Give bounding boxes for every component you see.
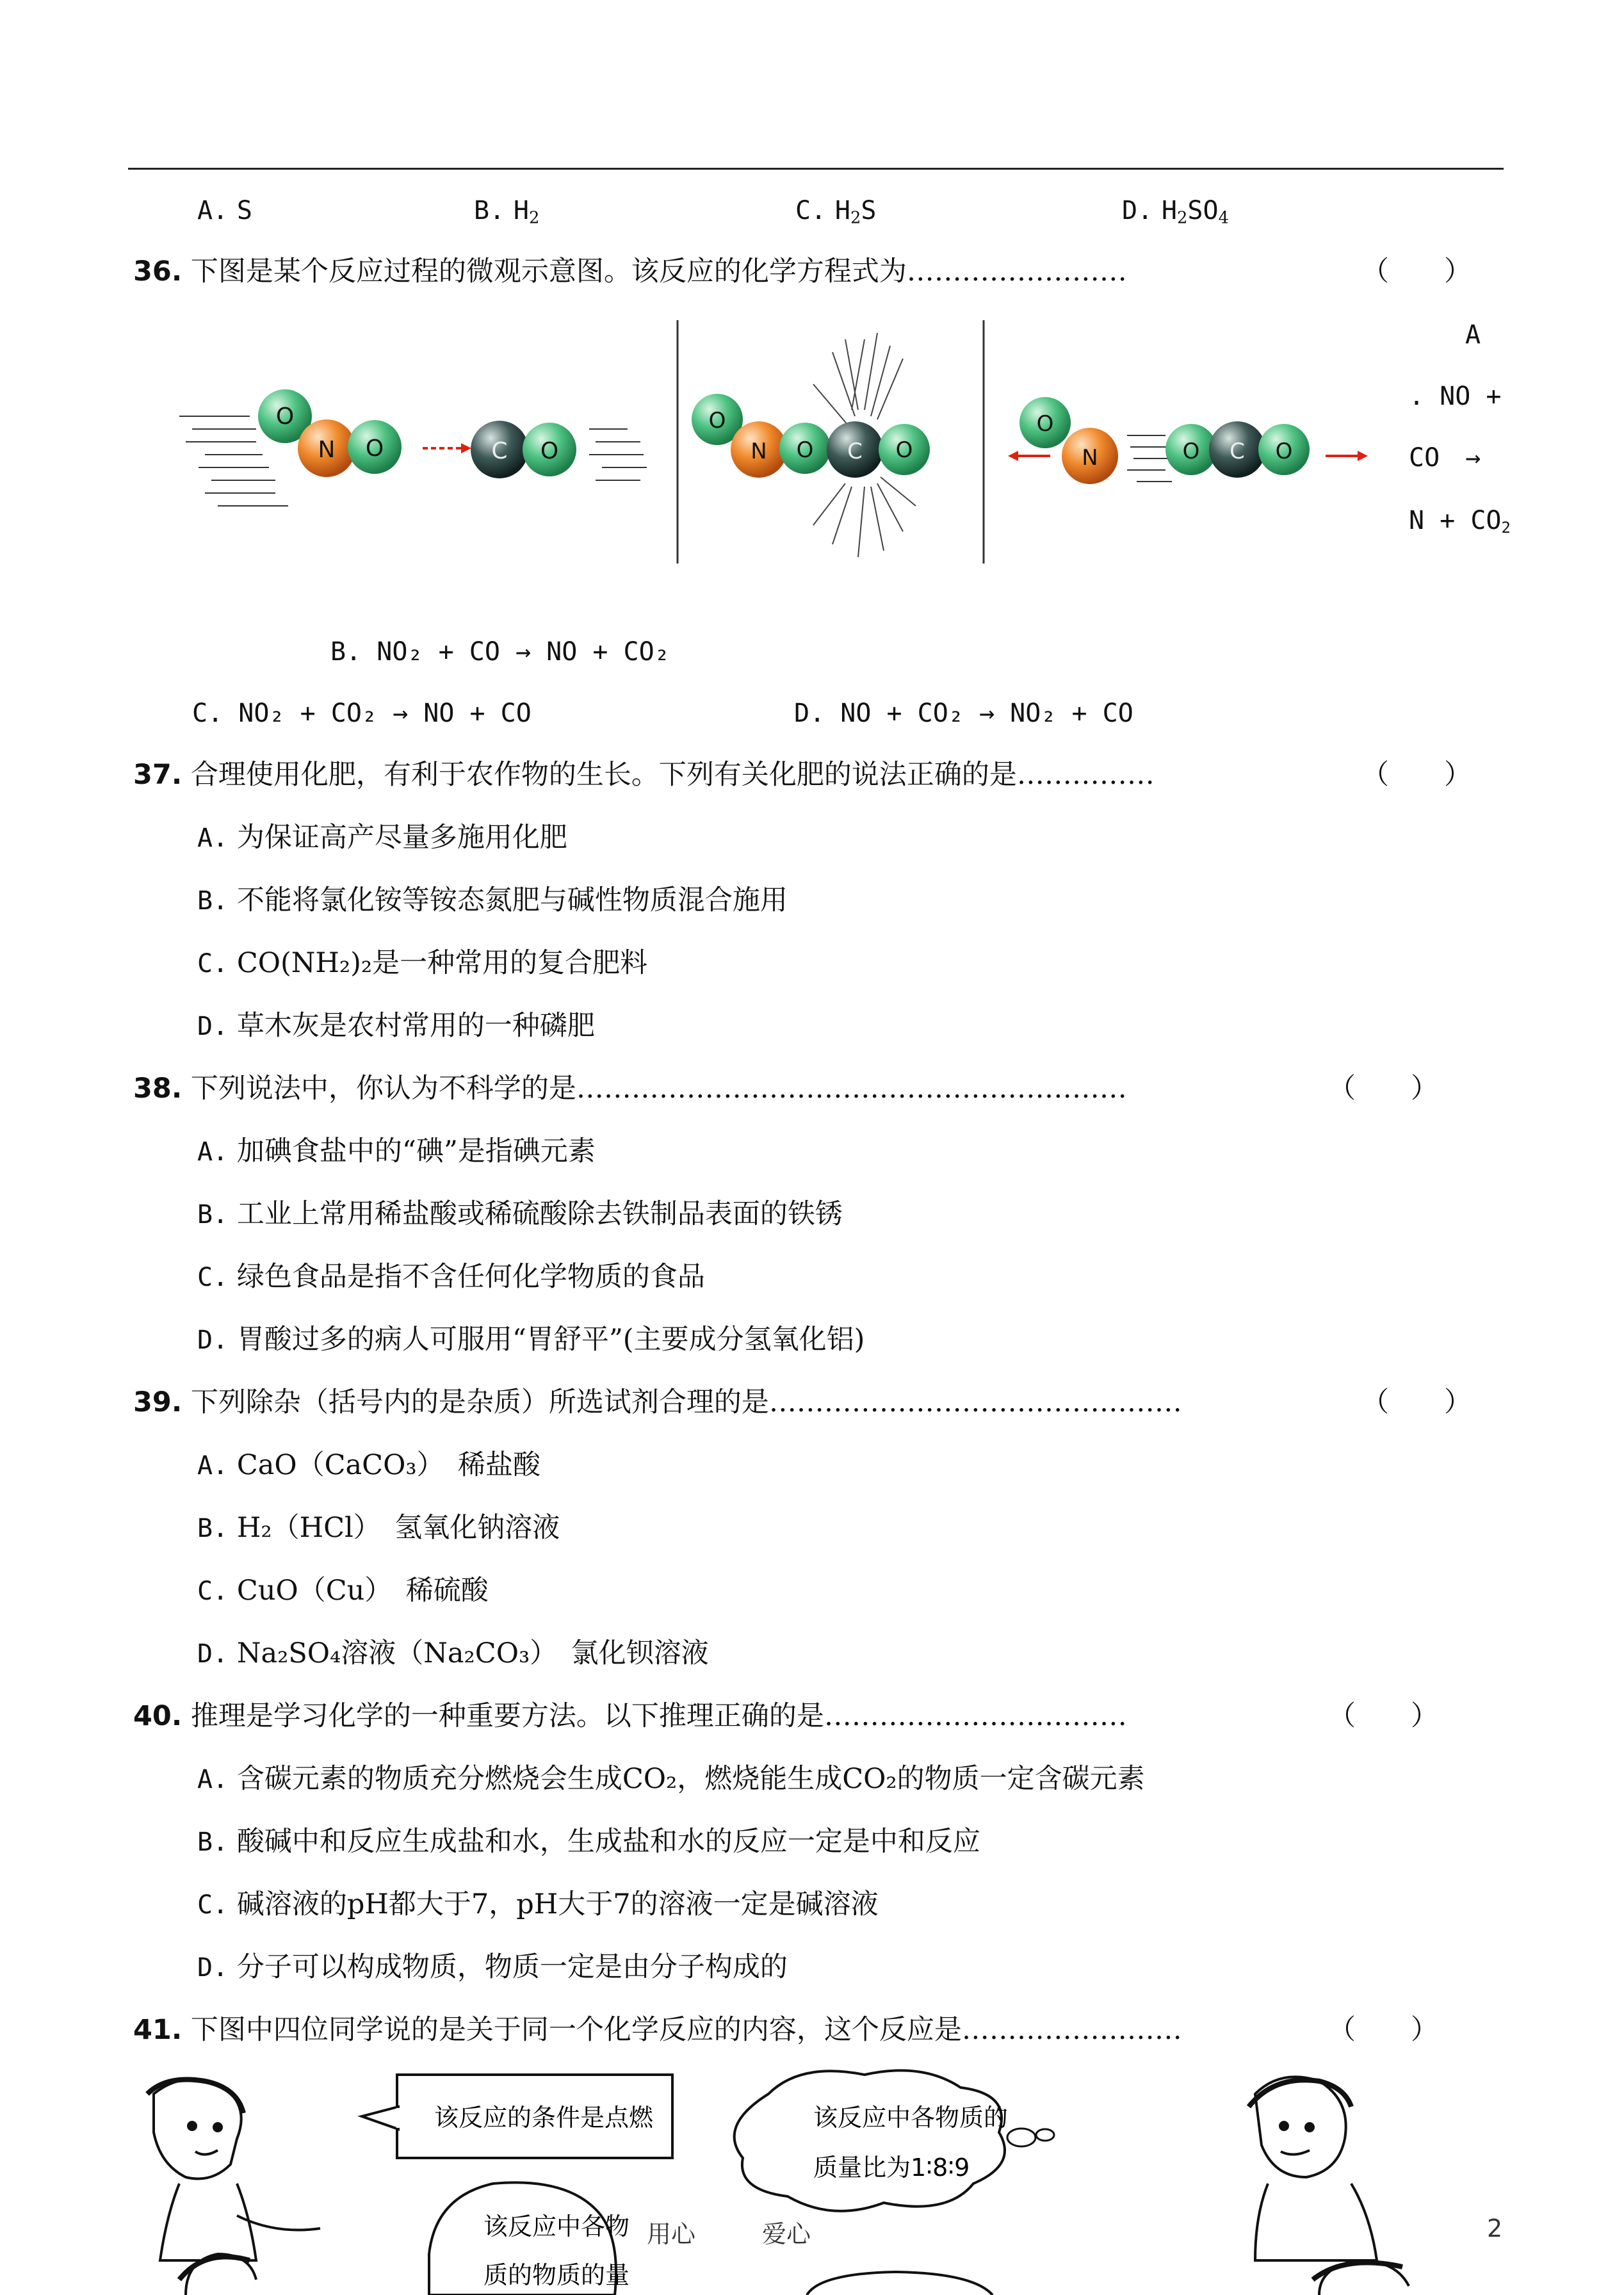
atom-label: O [708, 408, 726, 434]
no2-molecule [258, 389, 402, 477]
q37-option-c: C. CO(NH₂)₂是一种常用的复合肥料 [197, 947, 648, 979]
q40-option-d: D. 分子可以构成物质，物质一定是由分子构成的 [197, 1951, 788, 1983]
footer-left-2: 爱心 [762, 2220, 811, 2248]
q41-stem: 41. 下图中四位同学说的是关于同一个化学反应的内容，这个反应是…………………… [133, 2014, 1182, 2046]
bubble2-line2: 质量比为1∶8∶9 [813, 2153, 970, 2182]
q38-option-c: C. 绿色食品是指不含任何化学物质的食品 [197, 1261, 705, 1293]
speech-bubble-3 [429, 2182, 629, 2295]
page-number: 2 [1487, 2214, 1503, 2242]
q35-option-a: A. S [197, 196, 252, 225]
student-icon-bottom-right [1313, 2260, 1409, 2295]
co2-molecule [1165, 421, 1310, 478]
bubble1-text: 该反应的条件是点燃 [434, 2104, 654, 2132]
atom-label: C [1230, 439, 1245, 464]
q36-option-a-line3: CO → [1409, 443, 1481, 473]
q36-option-a-line1: A [1465, 320, 1481, 350]
q38-option-a: A. 加碘食盐中的“碘”是指碘元素 [197, 1135, 596, 1167]
atom-label: N [318, 437, 336, 463]
speech-bubble-2 [735, 2070, 1054, 2211]
q37-option-b: B. 不能将氯化铵等铵态氮肥与碱性物质混合施用 [197, 884, 788, 916]
atom-label: O [540, 438, 559, 464]
q36-option-a-line2: . NO + [1409, 382, 1502, 411]
q36-stem: 36. 下图是某个反应过程的微观示意图。该反应的化学方程式为…………………… [133, 255, 1127, 288]
bubble2-line1: 该反应中各物质的 [813, 2104, 1009, 2132]
q39-option-b: B. H₂（HCl） 氢氧化钠溶液 [197, 1512, 560, 1544]
q38-option-d: D. 胃酸过多的病人可服用“胃舒平”(主要成分氢氧化铝) [197, 1324, 865, 1356]
bubble3-line1: 该反应中各物 [483, 2212, 630, 2241]
atom-label: O [1275, 439, 1293, 464]
q36-option-d: D. NO + CO₂ → NO₂ + CO [794, 699, 1133, 728]
q40-option-a: A. 含碳元素的物质充分燃烧会生成CO₂，燃烧能生成CO₂的物质一定含碳元素 [197, 1763, 1145, 1795]
transition-state [692, 394, 930, 478]
q40-answer-paren: （ ） [1328, 1700, 1438, 1732]
q36-option-b: B. NO₂ + CO → NO + CO₂ [330, 637, 670, 667]
bubble3-line2: 质的物质的量 [483, 2261, 630, 2289]
atom-label: N [1082, 445, 1098, 471]
atom-label: O [275, 403, 295, 430]
atom-label: O [365, 435, 384, 462]
speech-bubble-4 [807, 2272, 993, 2295]
q37-option-d: D. 草木灰是农村常用的一种磷肥 [197, 1010, 595, 1042]
co-molecule [471, 421, 576, 478]
atom-label: O [796, 437, 814, 463]
q39-answer-paren: （ ） [1361, 1386, 1472, 1418]
q35-option-c: C. $H_2S$ [795, 196, 877, 228]
header-rule [128, 168, 1504, 170]
q38-stem: 38. 下列说法中，你认为不科学的是…………………………………………………… [133, 1073, 1127, 1105]
no-molecule [1019, 397, 1118, 484]
atom-label: C [847, 439, 863, 464]
q40-option-c: C. 碱溶液的pH都大于7，pH大于7的溶液一定是碱溶液 [197, 1888, 879, 1920]
q37-option-a: A. 为保证高产尽量多施用化肥 [197, 822, 567, 854]
q40-stem: 40. 推理是学习化学的一种重要方法。以下推理正确的是…………………………… [133, 1700, 1127, 1732]
atom-label: C [491, 438, 508, 464]
q38-option-b: B. 工业上常用稀盐酸或稀硫酸除去铁制品表面的铁锈 [197, 1198, 843, 1230]
speech-bubble-1 [362, 2075, 672, 2158]
atom-label: O [1036, 411, 1054, 437]
q39-option-a: A. CaO（CaCO₃） 稀盐酸 [197, 1449, 541, 1481]
q39-option-d: D. Na₂SO₄溶液（Na₂CO₃） 氯化钡溶液 [197, 1637, 709, 1669]
boy-student-icon [1249, 2077, 1377, 2260]
q37-stem: 37. 合理使用化肥，有利于农作物的生长。下列有关化肥的说法正确的是…………… [133, 759, 1155, 791]
q39-option-c: C. CuO（Cu） 稀硫酸 [197, 1575, 489, 1607]
atom-label: O [895, 437, 913, 463]
q41-answer-paren: （ ） [1328, 2014, 1438, 2046]
atom-label: N [751, 439, 767, 464]
students-dialogue-illustration [128, 2068, 1537, 2295]
q36-answer-paren: （ ） [1361, 255, 1472, 288]
q36-option-a-line4: $N + CO_2$ [1409, 506, 1511, 537]
atom-label: O [1182, 439, 1200, 464]
footer-left-1: 用心 [647, 2220, 696, 2248]
q38-answer-paren: （ ） [1328, 1073, 1438, 1105]
q35-option-d: D. $H_2SO_4$ [1122, 196, 1229, 228]
q35-option-b: B. $H_2$ [474, 196, 540, 228]
girl-student-icon [147, 2079, 320, 2260]
q40-option-b: B. 酸碱中和反应生成盐和水，生成盐和水的反应一定是中和反应 [197, 1826, 980, 1858]
q37-answer-paren: （ ） [1361, 759, 1472, 791]
q36-option-c: C. NO₂ + CO₂ → NO + CO [192, 699, 532, 728]
reaction-micro-diagram [166, 314, 1396, 570]
q39-stem: 39. 下列除杂（括号内的是杂质）所选试剂合理的是……………………………………… [133, 1386, 1182, 1418]
